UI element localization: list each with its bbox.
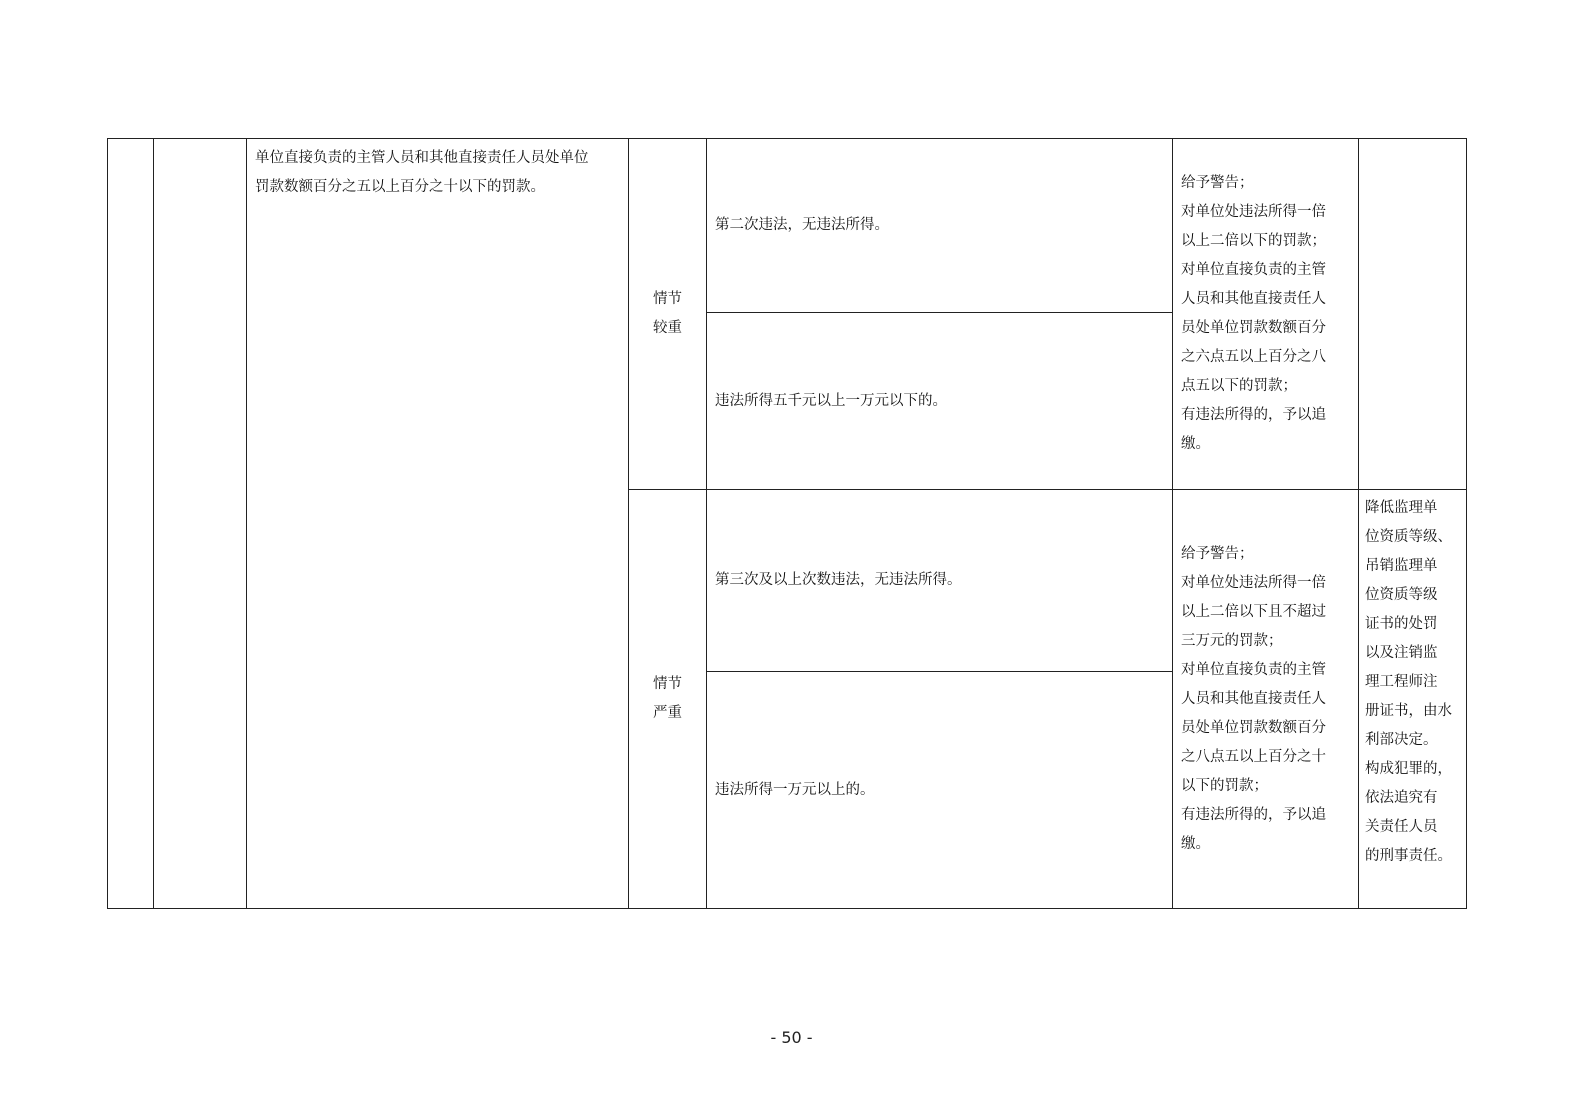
penalty-line: 人员和其他直接责任人 bbox=[1181, 690, 1326, 707]
penalty-basis-line: 罚款数额百分之五以上百分之十以下的罚款。 bbox=[255, 179, 545, 195]
penalty-line: 缴。 bbox=[1181, 835, 1210, 852]
other-measures-line: 以及注销监 bbox=[1365, 645, 1438, 661]
penalty-line: 人员和其他直接责任人 bbox=[1181, 291, 1326, 307]
index-cell bbox=[108, 139, 154, 909]
other-measures-line: 构成犯罪的， bbox=[1365, 761, 1452, 777]
table-row bbox=[108, 139, 1467, 313]
penalty-line: 员处单位罚款数额百分 bbox=[1181, 320, 1326, 336]
penalty-line: 之八点五以上百分之十 bbox=[1181, 748, 1326, 765]
penalty-line: 有违法所得的，予以追 bbox=[1181, 407, 1326, 423]
penalty-cell bbox=[1173, 490, 1359, 909]
other-measures-line: 位资质等级 bbox=[1365, 587, 1438, 603]
penalty-basis-line: 单位直接负责的主管人员和其他直接责任人员处单位 bbox=[255, 150, 589, 166]
penalty-line: 对单位直接负责的主管 bbox=[1181, 661, 1326, 678]
penalty-line: 以上二倍以下的罚款； bbox=[1181, 233, 1326, 249]
penalty-line: 员处单位罚款数额百分 bbox=[1181, 719, 1326, 736]
item-cell bbox=[154, 139, 247, 909]
penalty-line: 以上二倍以下且不超过 bbox=[1181, 603, 1326, 620]
circumstance-text: 违法所得五千元以上一万元以下的。 bbox=[715, 392, 947, 409]
other-measures-line: 的刑事责任。 bbox=[1365, 848, 1452, 864]
other-measures-line: 依法追究有 bbox=[1365, 790, 1438, 806]
penalty-line: 以下的罚款； bbox=[1181, 777, 1268, 794]
penalty-line: 之六点五以上百分之八 bbox=[1181, 349, 1326, 365]
circumstance-cell bbox=[707, 139, 1173, 313]
penalty-line: 三万元的罚款； bbox=[1181, 632, 1283, 649]
severity-cell bbox=[629, 490, 707, 909]
penalty-line: 点五以下的罚款； bbox=[1181, 378, 1297, 394]
penalty-line: 有违法所得的，予以追 bbox=[1181, 806, 1326, 823]
other-measures-line: 降低监理单 bbox=[1365, 500, 1438, 516]
other-measures-line: 利部决定。 bbox=[1365, 732, 1438, 748]
circumstance-cell bbox=[707, 313, 1173, 490]
penalty-line: 缴。 bbox=[1181, 436, 1210, 452]
penalty-table bbox=[107, 138, 1467, 909]
other-measures-line: 册证书，由水 bbox=[1365, 703, 1452, 719]
other-measures-line: 位资质等级、 bbox=[1365, 529, 1452, 545]
circumstance-cell bbox=[707, 490, 1173, 672]
severity-cell bbox=[629, 139, 707, 490]
other-measures-line: 理工程师注 bbox=[1365, 674, 1438, 690]
severity-label: 严重 bbox=[653, 705, 682, 721]
penalty-line: 对单位处违法所得一倍 bbox=[1181, 204, 1326, 220]
circumstance-text: 违法所得一万元以上的。 bbox=[715, 781, 875, 798]
penalty-line: 给予警告； bbox=[1181, 175, 1254, 191]
other-measures-line: 吊销监理单 bbox=[1365, 558, 1438, 574]
severity-label: 较重 bbox=[653, 320, 682, 336]
penalty-line: 给予警告； bbox=[1181, 545, 1254, 562]
penalty-line: 对单位直接负责的主管 bbox=[1181, 262, 1326, 278]
other-measures-cell bbox=[1359, 139, 1467, 490]
penalty-basis-cell bbox=[247, 139, 629, 909]
page-number: - 50 - bbox=[770, 1028, 813, 1047]
other-measures-line: 证书的处罚 bbox=[1365, 616, 1438, 632]
severity-label: 情节 bbox=[653, 676, 682, 692]
circumstance-text: 第三次及以上次数违法，无违法所得。 bbox=[715, 572, 962, 588]
circumstance-text: 第二次违法，无违法所得。 bbox=[715, 217, 889, 233]
penalty-cell bbox=[1173, 139, 1359, 490]
other-measures-cell bbox=[1359, 490, 1467, 909]
circumstance-cell bbox=[707, 672, 1173, 909]
penalty-line: 对单位处违法所得一倍 bbox=[1181, 574, 1326, 591]
severity-label: 情节 bbox=[653, 291, 682, 307]
other-measures-line: 关责任人员 bbox=[1365, 819, 1438, 835]
